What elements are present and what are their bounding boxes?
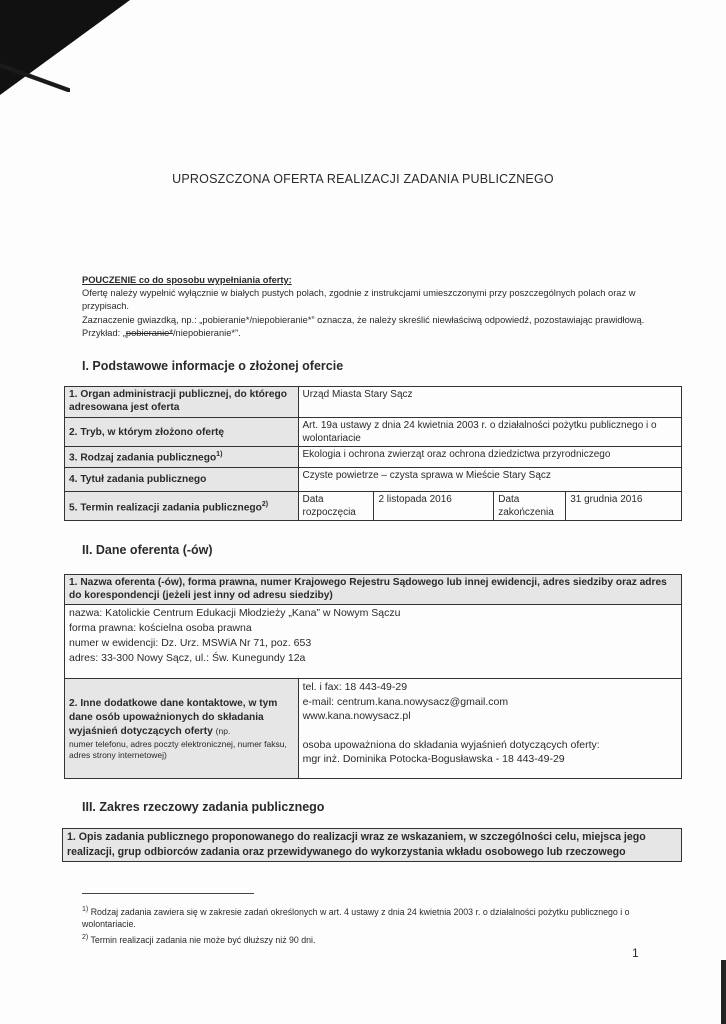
basic-info-table xyxy=(64,386,682,521)
document-title: UPROSZCZONA OFERTA REALIZACJI ZADANIA PUBLICZNEGO xyxy=(172,172,554,186)
instructions-line-1: Ofertę należy wypełnić wyłącznie w białych pustych polach, zgodnie z instrukcjami umieszczonymi przy poszczególnych polach oraz w przypisach. xyxy=(82,288,636,312)
authorized-person-label: osoba upoważniona do składania wyjaśnień dotyczących oferty: xyxy=(302,738,600,751)
contact-details xyxy=(298,679,681,779)
scope-table xyxy=(62,828,682,862)
start-date-value: 2 listopada 2016 xyxy=(374,492,494,521)
offeror-registry-number: numer w ewidencji: Dz. Urz. MSWiA Nr 71, poz. 653 xyxy=(69,637,312,649)
footnote-1: $^{1)}$ Rodzaj zadania zawiera się w zakresie zadań określonych w art. 4 ustawy z dnia 24 kwietnia 2003 r. o działalności pożytku publicznego i o wolontariacie. xyxy=(82,906,630,929)
task-description-label: 1. Opis zadania publicznego proponowanego do realizacji wraz ze wskazaniem, w szczególności celu, miejsca jego realizacji, grup odbiorców zadania oraz przewidywanego do wykorzystania wkładu osobowego lub rzeczowego xyxy=(63,829,682,862)
struck-example: pobieranie* xyxy=(125,327,173,338)
contact-phone: tel. i fax: 18 443-49-29 xyxy=(302,681,408,693)
contact-hint: numer telefonu, adres poczty elektronicznej, numer faksu, adres strony internetowej) xyxy=(69,738,287,760)
scan-edge-mark xyxy=(0,52,70,92)
offeror-name: nazwa: Katolickie Centrum Edukacji Młodzieży „Kana” w Nowym Sączu xyxy=(69,607,401,619)
footnote-2: $^{2)}$ Termin realizacji zadania nie może być dłuższy niż 90 dni. xyxy=(82,934,316,945)
section-3-heading: III. Zakres rzeczowy zadania publicznego xyxy=(82,800,325,814)
instructions-heading: POUCZENIE co do sposobu wypełniania oferty: xyxy=(82,275,292,285)
offeror-address: adres: 33-300 Nowy Sącz, ul.: Św. Kunegundy 12a xyxy=(69,652,306,664)
offeror-table xyxy=(64,574,682,779)
contact-label: 2. Inne dodatkowe dane kontaktowe, w tym dane osób upoważnionych do składania wyjaśnień dotyczących oferty (np. numer telefonu, adres poczty elektronicznej, numer faksu, adres strony internetowej) xyxy=(65,679,299,779)
contact-email: e-mail: centrum.kana.nowysacz@gmail.com xyxy=(302,695,509,708)
organ-label: 1. Organ administracji publicznej, do którego adresowana jest oferta xyxy=(65,387,299,418)
section-2-heading: II. Dane oferenta (-ów) xyxy=(82,543,213,557)
start-date-label: Data rozpoczęcia xyxy=(298,492,374,521)
end-date-label: Data zakończenia xyxy=(494,492,566,521)
task-type-value: Ekologia i ochrona zwierząt oraz ochrona dziedzictwa przyrodniczego xyxy=(298,447,682,468)
end-date-value: 31 grudnia 2016 xyxy=(566,492,682,521)
instructions-block xyxy=(82,274,654,340)
authorized-person: mgr inż. Dominika Potocka-Bogusławska - 18 443-49-29 xyxy=(302,753,565,765)
task-title-value: Czyste powietrze – czysta sprawa w Mieście Stary Sącz xyxy=(298,468,682,492)
footnote-separator xyxy=(82,893,254,894)
page-number: 1 xyxy=(632,946,639,960)
organ-value: Urząd Miasta Stary Sącz xyxy=(298,387,682,418)
term-label: 5. Termin realizacji zadania publicznego$^{2)}$ xyxy=(65,492,299,521)
mode-value: Art. 19a ustawy z dnia 24 kwietnia 2003 r. o działalności pożytku publicznego i o wolontariacie xyxy=(298,418,682,447)
scan-right-edge xyxy=(721,960,726,1024)
mode-label: 2. Tryb, w którym złożono ofertę xyxy=(65,418,299,447)
task-title-label: 4. Tytuł zadania publicznego xyxy=(65,468,299,492)
section-1-heading: I. Podstawowe informacje o złożonej ofercie xyxy=(82,359,344,373)
offeror-legal-form: forma prawna: kościelna osoba prawna xyxy=(69,622,252,634)
offeror-details xyxy=(65,605,682,679)
contact-website: www.kana.nowysacz.pl xyxy=(302,710,411,722)
instructions-line-2: Zaznaczenie gwiazdką, np.: „pobieranie*/niepobieranie*” oznacza, że należy skreślić niewłaściwą odpowiedź, pozostawiając prawidłową. Przykład: „pobieranie*/niepobieranie*”. xyxy=(82,314,645,338)
task-type-label: 3. Rodzaj zadania publicznego$^{1)}$ xyxy=(65,447,299,468)
offeror-name-label: 1. Nazwa oferenta (-ów), forma prawna, numer Krajowego Rejestru Sądowego lub innej ewidencji, adres siedziby oraz adres do korespondencji (jeżeli jest inny od adresu siedziby) xyxy=(65,575,682,605)
